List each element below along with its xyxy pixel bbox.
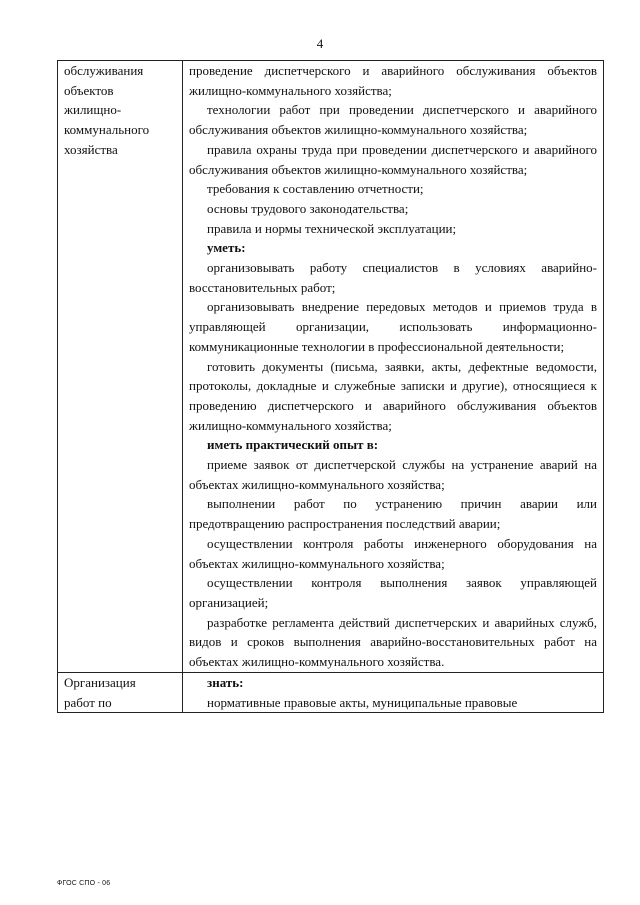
section-label-cell: [58, 61, 183, 673]
requirement-item: готовить документы (письма, заявки, акты, дефектные ведомости, протоколы, докладные и служебные записки и другие), относящиеся к проведению диспетчерского и аварийного обслуживания объектов жилищно-коммунального хозяйства;: [189, 358, 597, 433]
requirement-item: правила и нормы технической эксплуатации;: [207, 220, 457, 236]
table-row: [58, 672, 604, 712]
requirement-item: основы трудового законодательства;: [207, 200, 409, 216]
page-number: 4: [316, 36, 324, 51]
requirement-heading: знать:: [207, 674, 244, 690]
requirement-item: организовывать внедрение передовых методов и приемов труда в управляющей организации, использовать информационно-коммуникационные технологии в профессиональной деятельности;: [189, 299, 597, 354]
section-label-line: жилищно-: [64, 102, 122, 118]
requirement-item: осуществлении контроля работы инженерного оборудования на объектах жилищно-коммунального хозяйства;: [189, 535, 597, 571]
section-label-line: коммунального: [64, 122, 150, 138]
requirements-cell: [183, 672, 604, 712]
requirement-heading: уметь:: [207, 240, 246, 256]
requirement-item: проведение диспетчерского и аварийного обслуживания объектов жилищно-коммунального хозяйства;: [189, 63, 597, 98]
table-row: [58, 61, 604, 673]
competency-table-body: [58, 61, 604, 713]
section-label-line: Организация: [64, 674, 136, 690]
section-label-line: объектов: [64, 82, 114, 98]
section-label-cell: [58, 672, 183, 712]
requirement-item: правила охраны труда при проведении диспетчерского и аварийного обслуживания объектов жилищно-коммунального хозяйства;: [189, 141, 597, 177]
section-label-line: обслуживания: [64, 63, 144, 78]
requirement-heading: иметь практический опыт в:: [207, 437, 379, 453]
requirement-item: организовывать работу специалистов в условиях аварийно-восстановительных работ;: [189, 260, 597, 295]
requirement-item: требования к составлению отчетности;: [207, 181, 424, 197]
requirement-item: нормативные правовые акты, муниципальные правовые: [207, 694, 518, 710]
requirement-item: выполнении работ по устранению причин аварии или предотвращению распространения последствий аварии;: [189, 496, 597, 532]
requirement-item: технологии работ при проведении диспетчерского и аварийного обслуживания объектов жилищно-коммунального хозяйства;: [189, 102, 597, 138]
requirement-item: осуществлении контроля выполнения заявок управляющей организацией;: [189, 575, 597, 610]
requirements-cell: [183, 61, 604, 673]
competency-table: [57, 60, 604, 713]
section-label-line: работ по: [64, 694, 112, 710]
requirement-item: приеме заявок от диспетчерской службы на устранение аварий на объектах жилищно-коммунального хозяйства;: [189, 457, 597, 492]
requirement-item: разработке регламента действий диспетчерских и аварийных служб, видов и сроков выполнения аварийно-восстановительных работ на объектах жилищно-коммунального хозяйства.: [189, 614, 597, 670]
page-footer: ФГОС СПО - 06: [57, 880, 111, 887]
section-label-line: хозяйства: [64, 141, 118, 157]
